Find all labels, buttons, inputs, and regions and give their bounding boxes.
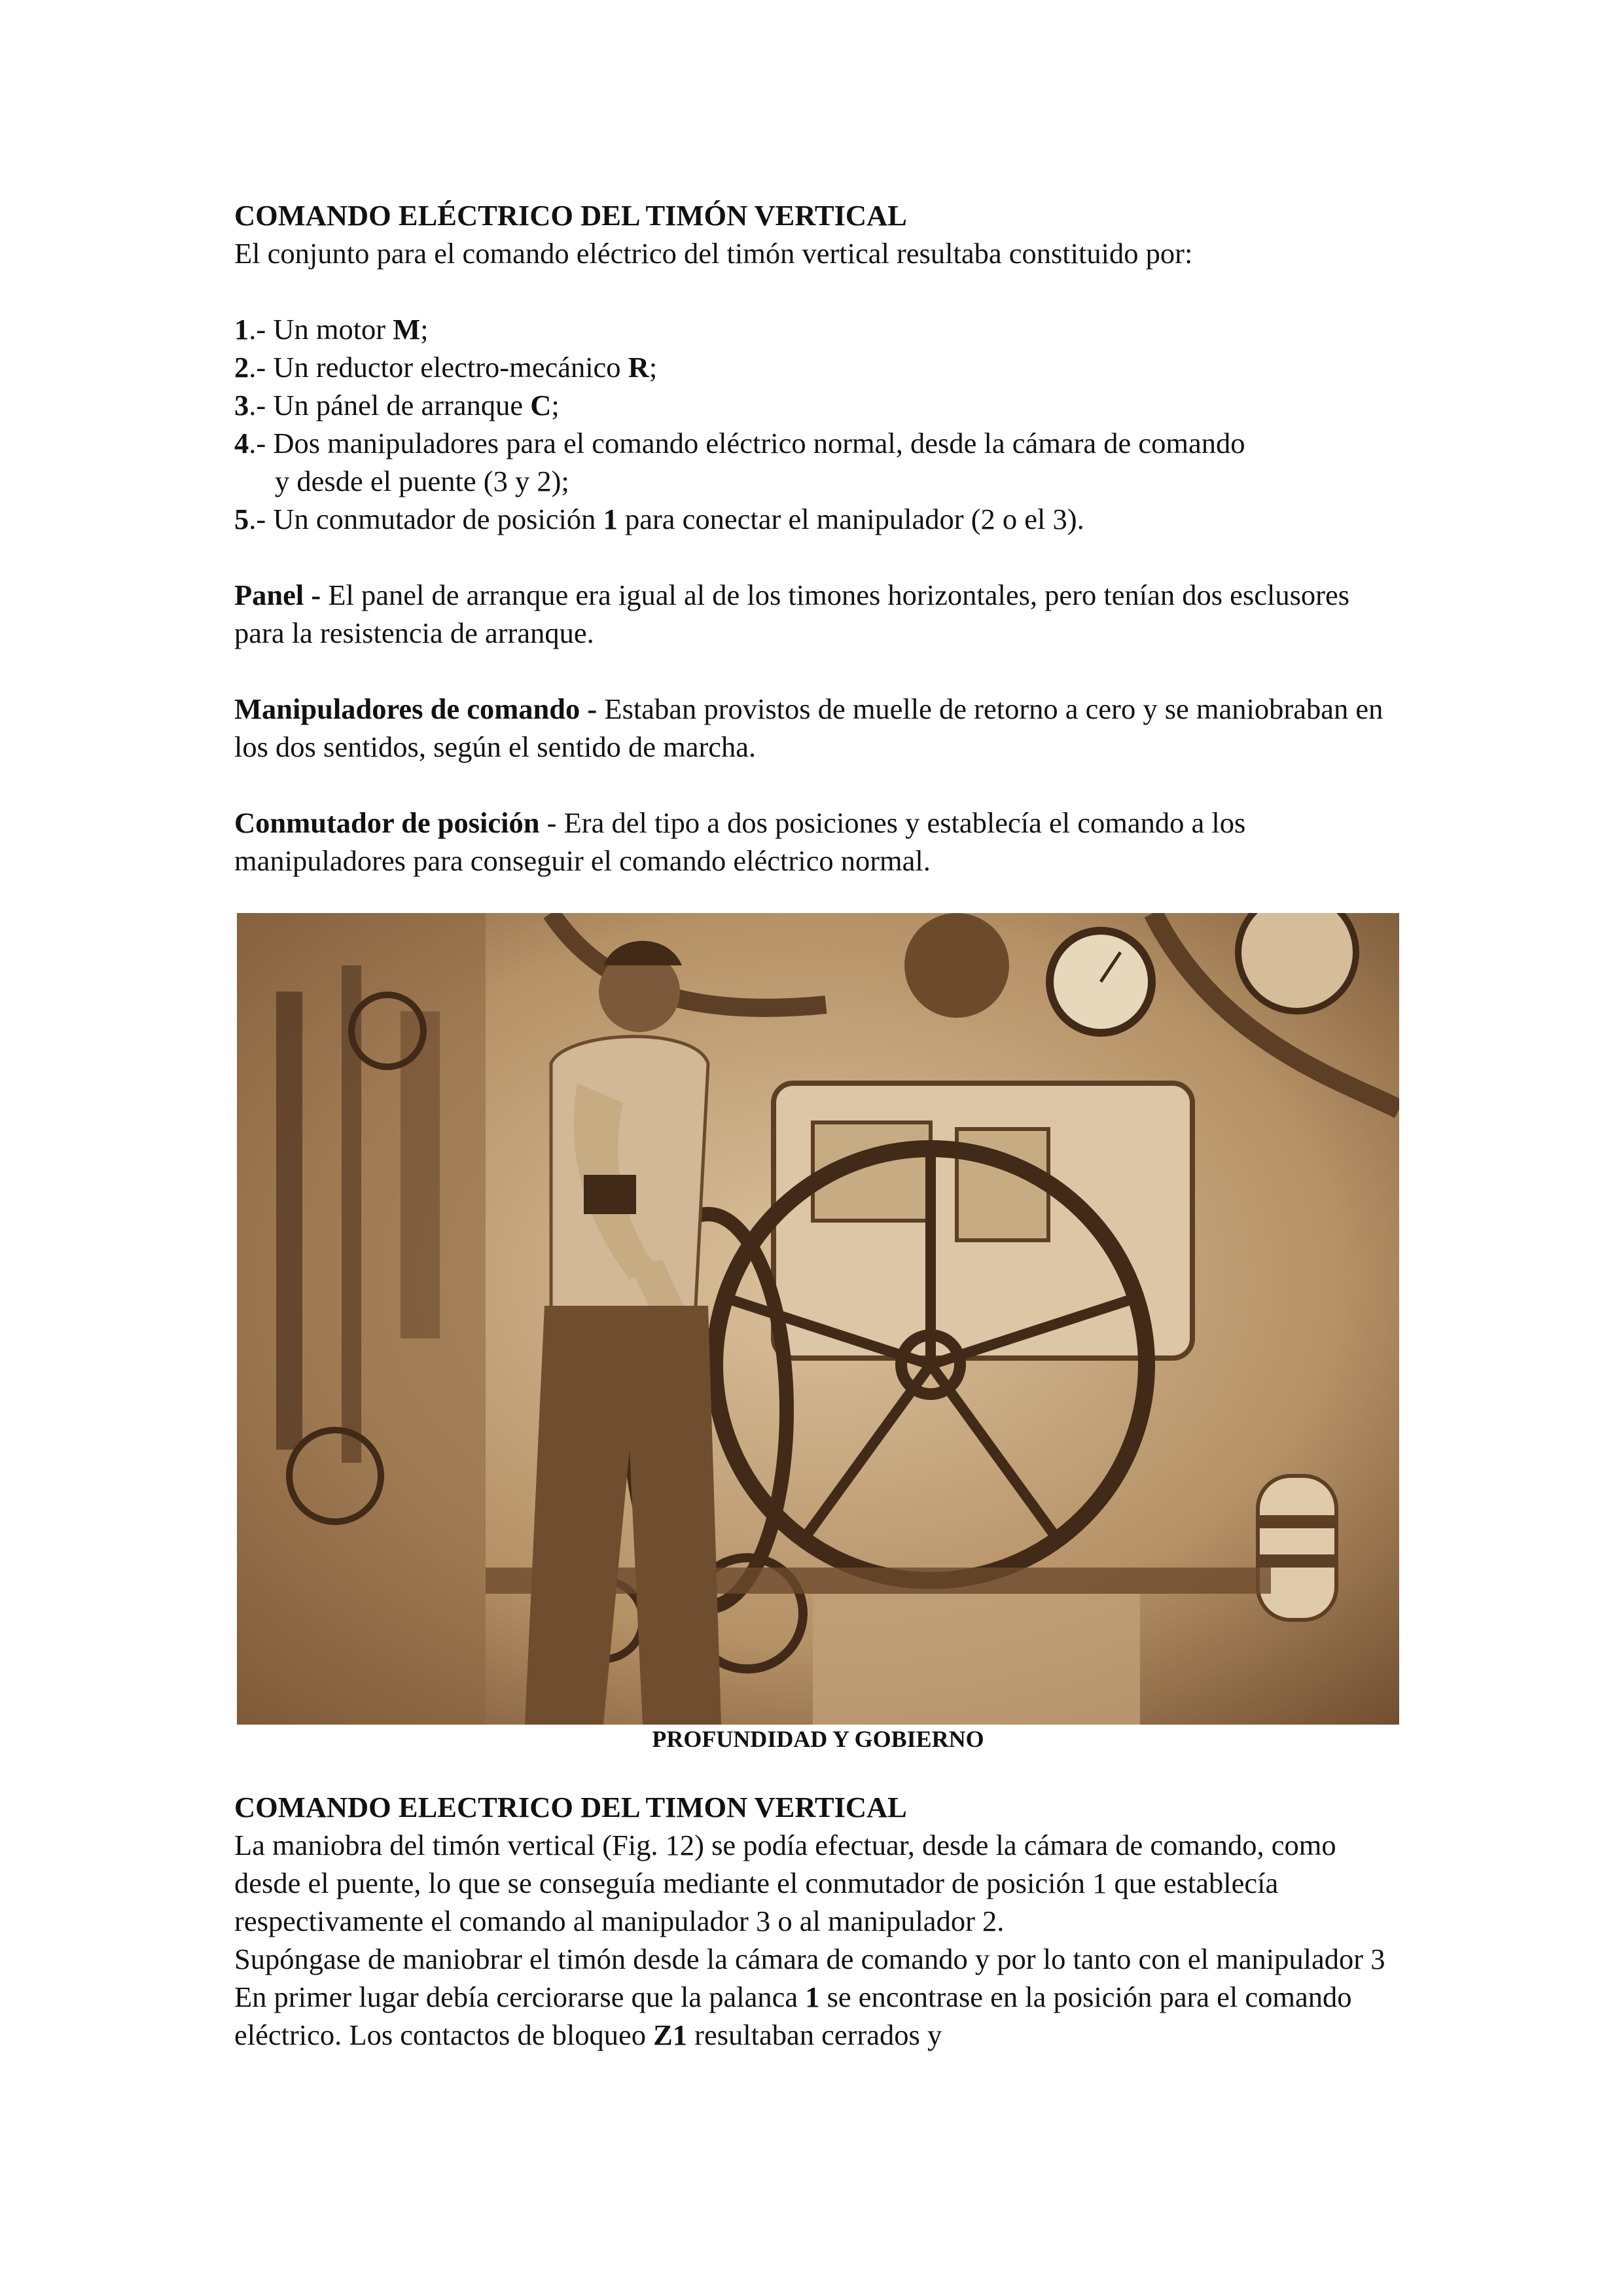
section-1	[234, 196, 1386, 880]
list-item: 4.- Dos manipuladores para el comando eléctrico normal, desde la cámara de comando	[234, 427, 1245, 459]
control-room-photo	[237, 913, 1399, 1725]
section-2-paragraph-2: Supóngase de maniobrar el timón desde la cámara de comando y por lo tanto con el manipulador 3 En primer lugar debía cerciorarse que la palanca 1 se encontrase en la posición para el comando eléctrico. Los contactos de bloqueo Z1 resultaban cerrados y	[234, 1943, 1385, 2051]
section-2-paragraph-1: La maniobra del timón vertical (Fig. 12) se podía efectuar, desde la cámara de comando, como desde el puente, lo que se conseguía mediante el conmutador de posición 1 que establecía respectivamente el comando al manipulador 3 o al manipulador 2.	[234, 1829, 1336, 1937]
section-2-title: COMANDO ELECTRICO DEL TIMON VERTICAL	[234, 1791, 907, 1823]
list-item: 1.- Un motor M;	[234, 313, 429, 346]
list-item: 2.- Un reductor electro-mecánico R;	[234, 351, 658, 384]
list-item: 5.- Un conmutador de posición 1 para conectar el manipulador (2 o el 3).	[234, 503, 1084, 535]
list-item-continuation: y desde el puente (3 y 2);	[275, 465, 569, 497]
list-item: 3.- Un pánel de arranque C;	[234, 389, 560, 422]
conmutador-paragraph: Conmutador de posición - Era del tipo a dos posiciones y establecía el comando a los manipuladores para conseguir el comando eléctrico normal.	[234, 806, 1246, 877]
manipuladores-paragraph: Manipuladores de comando - Estaban provistos de muelle de retorno a cero y se maniobraban en los dos sentidos, según el sentido de marcha.	[234, 692, 1383, 763]
photo-illustration	[237, 913, 1399, 1725]
panel-paragraph: Panel - El panel de arranque era igual al de los timones horizontales, pero tenían dos esclusores para la resistencia de arranque.	[234, 579, 1350, 649]
photo-caption: PROFUNDIDAD Y GOBIERNO	[652, 1726, 984, 1752]
section-1-title: COMANDO ELÉCTRICO DEL TIMÓN VERTICAL	[234, 199, 907, 232]
section-1-intro: El conjunto para el comando eléctrico del timón vertical resultaba constituido por:	[234, 237, 1193, 270]
section-2	[234, 1788, 1386, 2054]
